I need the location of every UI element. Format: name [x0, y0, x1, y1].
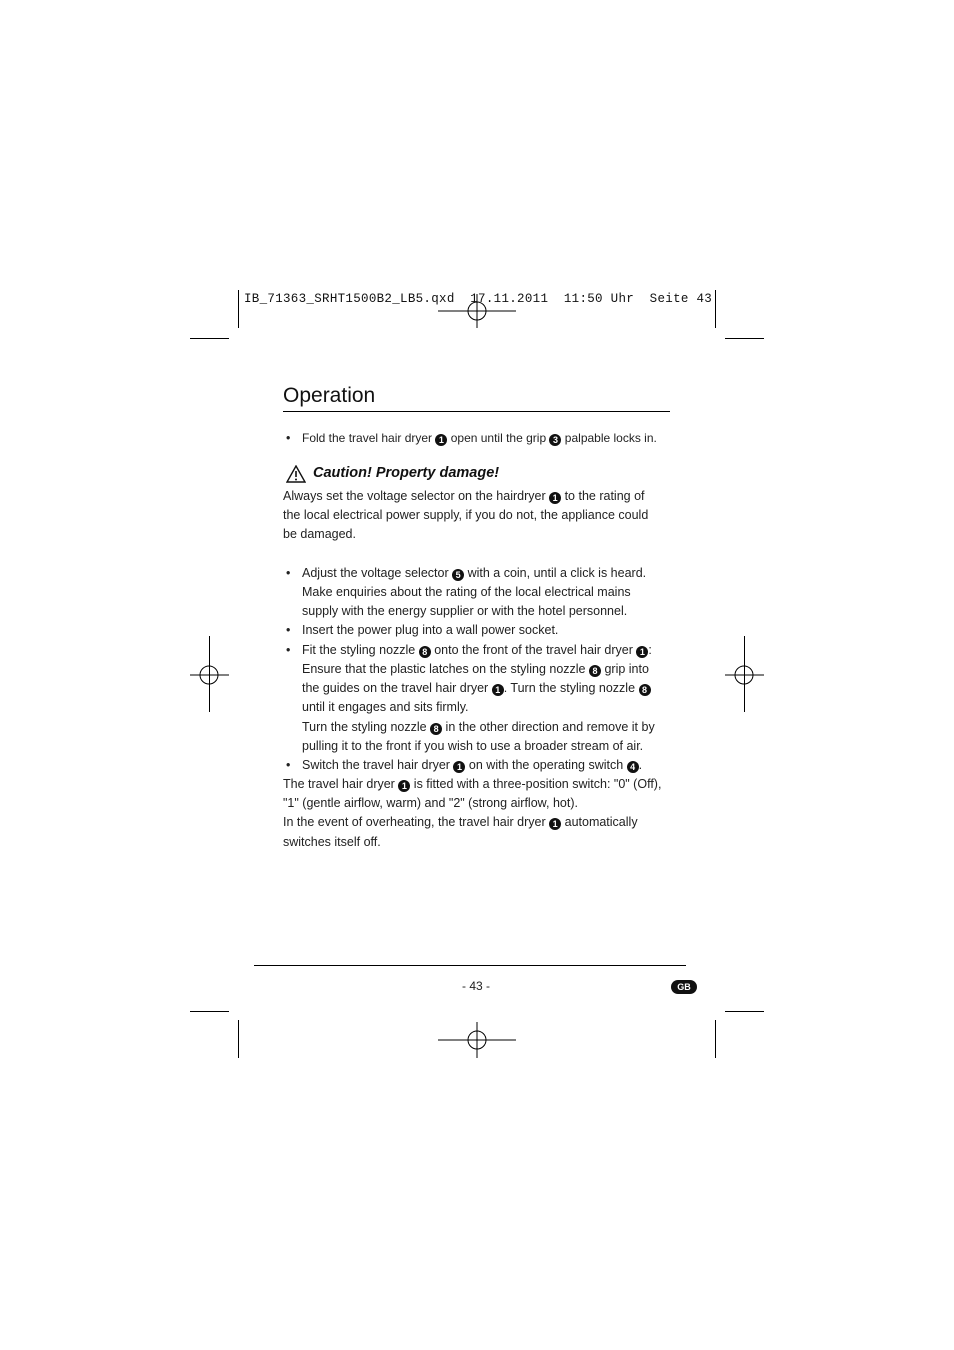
part-number-badge: 1	[435, 434, 447, 446]
caution-line: Always set the voltage selector on the hairdryer 1 to the rating of	[283, 489, 645, 503]
part-number-badge: 1	[636, 646, 648, 658]
step-line: Adjust the voltage selector 5 with a coin, until a click is heard.	[302, 566, 647, 580]
step-line: Ensure that the plastic latches on the styling nozzle 8 grip into	[302, 662, 649, 676]
step-line: Fit the styling nozzle 8 onto the front of the travel hair dryer 1 :	[302, 643, 652, 657]
step-line: Insert the power plug into a wall power socket.	[302, 623, 559, 637]
bullet-glyph: •	[286, 566, 291, 580]
part-number-badge: 8	[639, 684, 651, 696]
step-line: Switch the travel hair dryer 1 on with the operating switch 4 .	[302, 758, 643, 772]
bullet-glyph: •	[286, 643, 291, 657]
part-number-badge: 1	[453, 761, 465, 773]
warning-triangle-icon	[286, 465, 306, 483]
caution-line: be damaged.	[283, 527, 356, 541]
part-number-badge: 8	[419, 646, 431, 658]
part-number-badge: 1	[549, 818, 561, 830]
step-line: Turn the styling nozzle 8 in the other direction and remove it by	[302, 720, 655, 734]
intro-step: Fold the travel hair dryer 1 open until the grip 3 palpable locks in.	[302, 431, 657, 445]
step-line: until it engages and sits firmly.	[302, 700, 469, 714]
caution-heading: Caution! Property damage!	[313, 465, 500, 481]
closing-line: switches itself off.	[283, 835, 381, 849]
closing-line: The travel hair dryer 1 is fitted with a three-position switch: "0" (Off),	[283, 777, 662, 791]
part-number-badge: 3	[549, 434, 561, 446]
part-number-badge: 5	[452, 569, 464, 581]
bullet-glyph: •	[286, 623, 291, 637]
closing-line: In the event of overheating, the travel hair dryer 1 automatically	[283, 815, 638, 829]
part-number-badge: 8	[589, 665, 601, 677]
title-rule	[283, 411, 670, 412]
part-number-badge: 1	[398, 780, 410, 792]
bullet-glyph: •	[286, 758, 291, 772]
step-line: Make enquiries about the rating of the local electrical mains	[302, 585, 631, 599]
footer-rule	[254, 965, 686, 966]
bullet-glyph: •	[286, 431, 291, 445]
part-number-badge: 1	[492, 684, 504, 696]
language-badge: GB	[671, 980, 697, 994]
caution-line: the local electrical power supply, if you do not, the appliance could	[283, 508, 649, 522]
step-line: the guides on the travel hair dryer 1 . Turn the styling nozzle 8	[302, 679, 651, 698]
part-number-badge: 1	[549, 492, 561, 504]
part-number-badge: 8	[430, 723, 442, 735]
page-title: Operation	[283, 384, 376, 407]
step-line: supply with the energy supplier or with the hotel personnel.	[302, 604, 628, 618]
step-line: pulling it to the front if you wish to use a broader stream of air.	[302, 739, 644, 753]
closing-line: "1" (gentle airflow, warm) and "2" (strong airflow, hot).	[283, 796, 578, 810]
page-number: - 43 -	[462, 979, 491, 993]
print-header: IB_71363_SRHT1500B2_LB5.qxd 17.11.2011 11:50 Uhr Seite 43	[244, 292, 713, 306]
part-number-badge: 4	[627, 761, 639, 773]
